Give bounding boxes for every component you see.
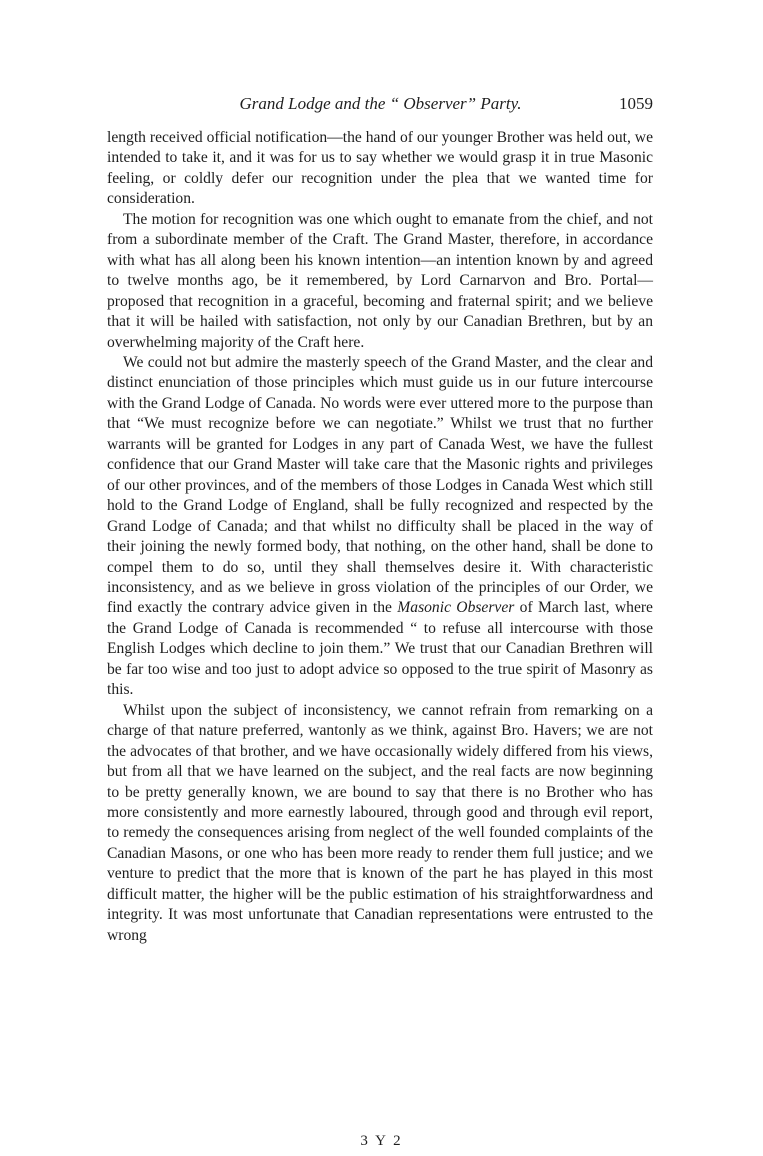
body-text — [107, 128, 653, 946]
page-number: 1059 — [619, 94, 653, 113]
paragraph-2-text: The motion for recognition was one which ought to emanate from the chief, and not from a subordinate member of the Craft. The Grand Master, therefore, in accordance with what has all along been his known intention—an intention known by and agreed to twelve months ago, be it remembered, by Lord Carnarvon and Bro. Portal—proposed that recognition in a graceful, becoming and fraternal spirit; and we believe that it will be hailed with satisfaction, not only by our Canadian Brethren, but by an overwhelming majority of the Craft here. — [107, 210, 653, 351]
paragraph-2 — [107, 210, 653, 353]
paragraph-1 — [107, 128, 653, 210]
running-title: Grand Lodge and the “ Observer” Party. — [239, 94, 522, 113]
paragraph-3-text-a: We could not but admire the masterly speech of the Grand Master, and the clear and distinct enunciation of those principles which must guide us in our future intercourse with the Grand Lodge of Canada. No words were ever uttered more to the purpose than that “We must recognize before we can negotiate.” Whilst we trust that no further warrants will be granted for Lodges in any part of Canada West, we have the fullest confidence that our Grand Master will take care that the Masonic rights and privileges of our other provinces, and of the members of those Lodges in Canada West which still hold to the Grand Lodge of England, shall be fully recognized and respected by the Grand Lodge of Canada; and that whilst no difficulty shall be placed in the way of their joining the newly formed body, that nothing, on the other hand, shall be done to compel them to do so, until they shall themselves desire it. With characteristic inconsistency, and as we believe in gross violation of the principles of our Order, we find exactly the contrary advice given in the — [107, 353, 653, 617]
paragraph-4 — [107, 701, 653, 946]
paragraph-3-text-b: of March last, where the Grand Lodge of Canada is recommended “ to refuse all intercourse with those English Lodges which decline to join them.” We trust that our Canadian Brethren will be far too wise and too just to adopt advice so opposed to the true spirit of Masonry as this. — [107, 599, 653, 699]
masonic-observer-title: Masonic Observer — [397, 599, 515, 617]
paragraph-4-text: Whilst upon the subject of inconsistency, we cannot refrain from remarking on a charge of that nature preferred, wantonly as we think, against Bro. Havers; we are not the advocates of that brother, and we have occasionally widely differed from his views, but from all that we have learned on the subject, and the real facts are now beginning to be pretty generally known, we are bound to say that there is no Brother who has more consistently and more earnestly laboured, through good and through evil report, to remedy the consequences arising from neglect of the well founded complaints of the Canadian Masons, or one who has been more ready to render them full justice; and we venture to predict that the more that is known of the part he has played in this most difficult matter, the higher will be the public estimation of his straightforwardness and integrity. It was most unfortunate that Canadian representations were entrusted to the wrong — [107, 701, 653, 944]
paragraph-3 — [107, 353, 653, 701]
running-head — [108, 94, 653, 118]
paragraph-1-text: length received official notification—the hand of our younger Brother was held out, we intended to take it, and it was for us to say whether we would grasp it in true Masonic feeling, or coldly defer our recognition under the plea that we wanted time for consideration. — [107, 129, 653, 208]
signature-mark: 3 Y 2 — [360, 1133, 403, 1149]
